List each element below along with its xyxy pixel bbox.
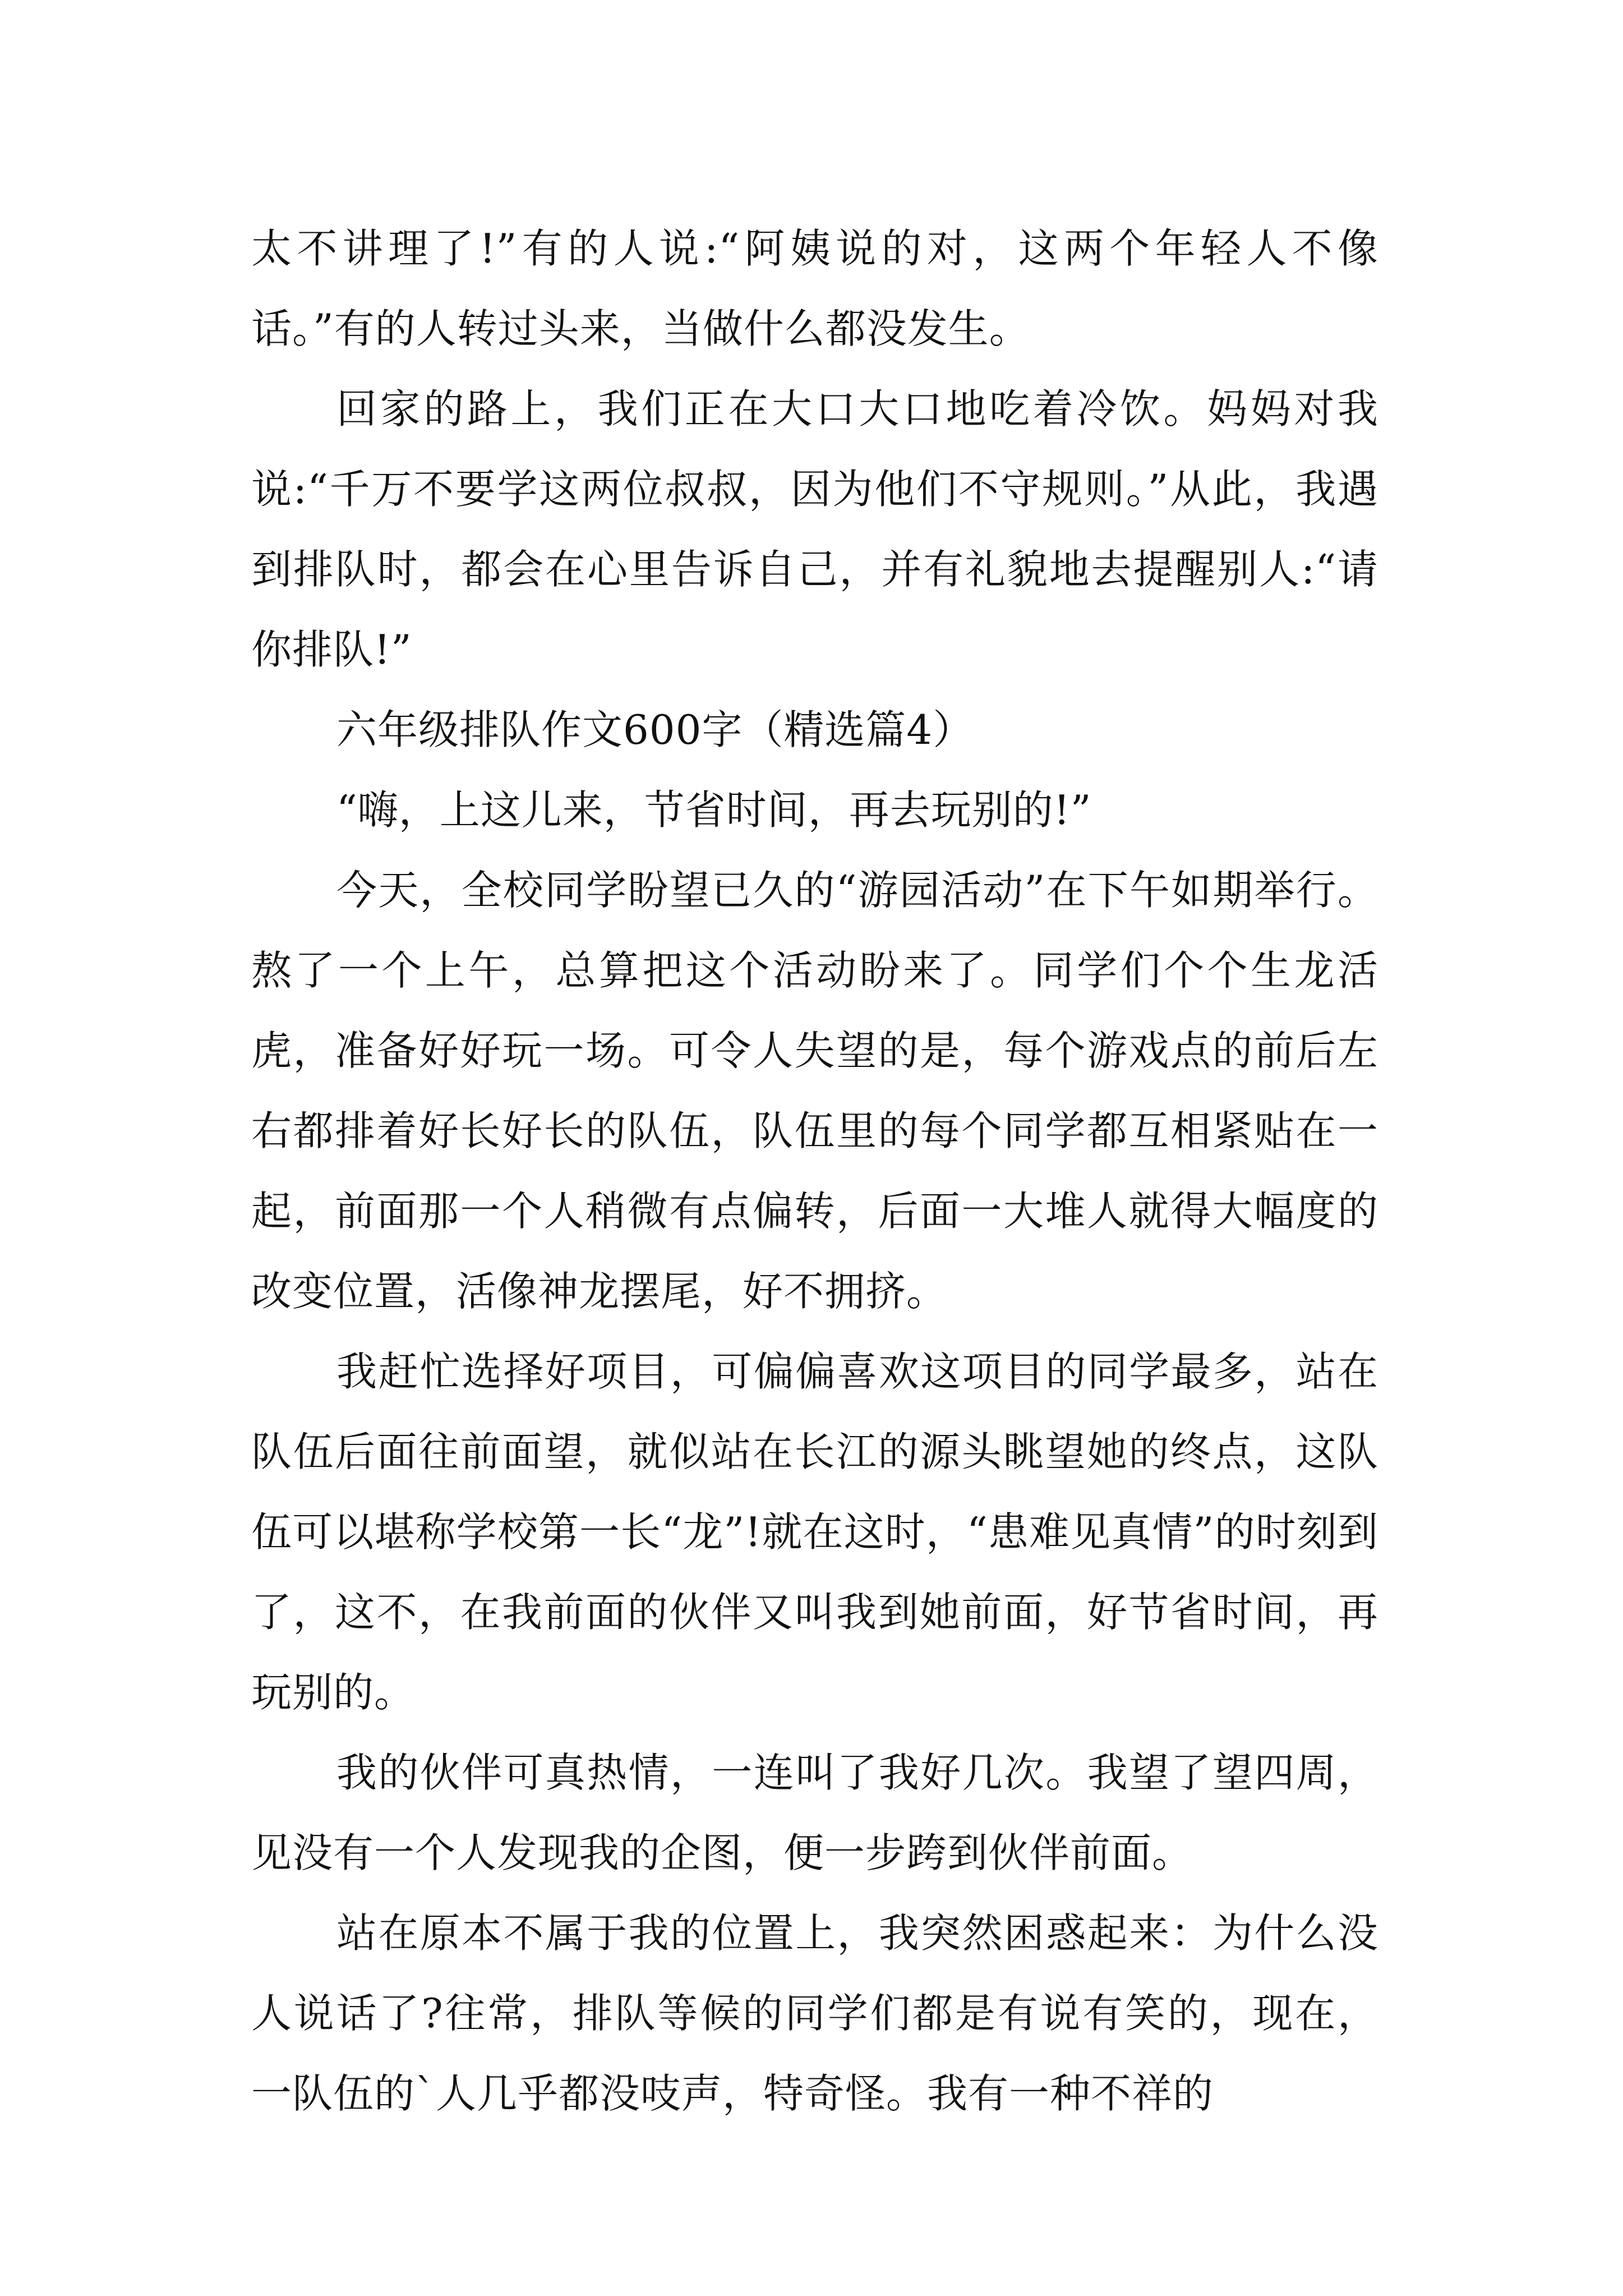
paragraph-opening-quote: “嗨，上这儿来，节省时间，再去玩别的!” bbox=[336, 786, 1092, 834]
paragraph-choose-project: 我赶忙选择好项目，可偏偏喜欢这项目的同学最多，站在队伍后面往前面望，就似站在长江的源头眺望她的终点，这队伍可以堪称学校第一长“龙”!就在这时，“患难见真情”的时刻到了，这不，在我前面的伙伴又叫我到她前面，好节省时间，再玩别的。 bbox=[251, 1348, 1378, 1716]
paragraph-garden-activity: 今天，全校同学盼望已久的“游园活动”在下午如期举行。熬了一个上午，总算把这个活动盼来了。同学们个个生龙活虎，准备好好玩一场。可令人失望的是，每个游戏点的前后左右都排着好长好长的队伍，队伍里的每个同学都互相紧贴在一起，前面那一个人稍微有点偏转，后面一大堆人就得大幅度的改变位置，活像神龙摆尾，好不拥挤。 bbox=[251, 867, 1378, 1315]
paragraph-continuation: 太不讲理了!”有的人说:“阿姨说的对，这两个年轻人不像话。”有的人转过头来，当做什么都没发生。 bbox=[251, 225, 1378, 352]
paragraph-partner: 我的伙伴可真热情，一连叫了我好几次。我望了望四周，见没有一个人发现我的企图，便一步跨到伙伴前面。 bbox=[251, 1749, 1378, 1876]
section-heading: 六年级排队作文600字（精选篇4） bbox=[336, 706, 974, 753]
document-body bbox=[251, 209, 1378, 2134]
paragraph-walk-home: 回家的路上，我们正在大口大口地吃着冷饮。妈妈对我说:“千万不要学这两位叔叔，因为他们不守规则。”从此，我遇到排队时，都会在心里告诉自己，并有礼貌地去提醒别人:“请你排队!” bbox=[251, 385, 1378, 673]
paragraph-confusion: 站在原本不属于我的位置上，我突然困惑起来：为什么没人说话了?往常，排队等候的同学们都是有说有笑的，现在，一队伍的`人几乎都没吱声，特奇怪。我有一种不祥的 bbox=[251, 1910, 1378, 2117]
